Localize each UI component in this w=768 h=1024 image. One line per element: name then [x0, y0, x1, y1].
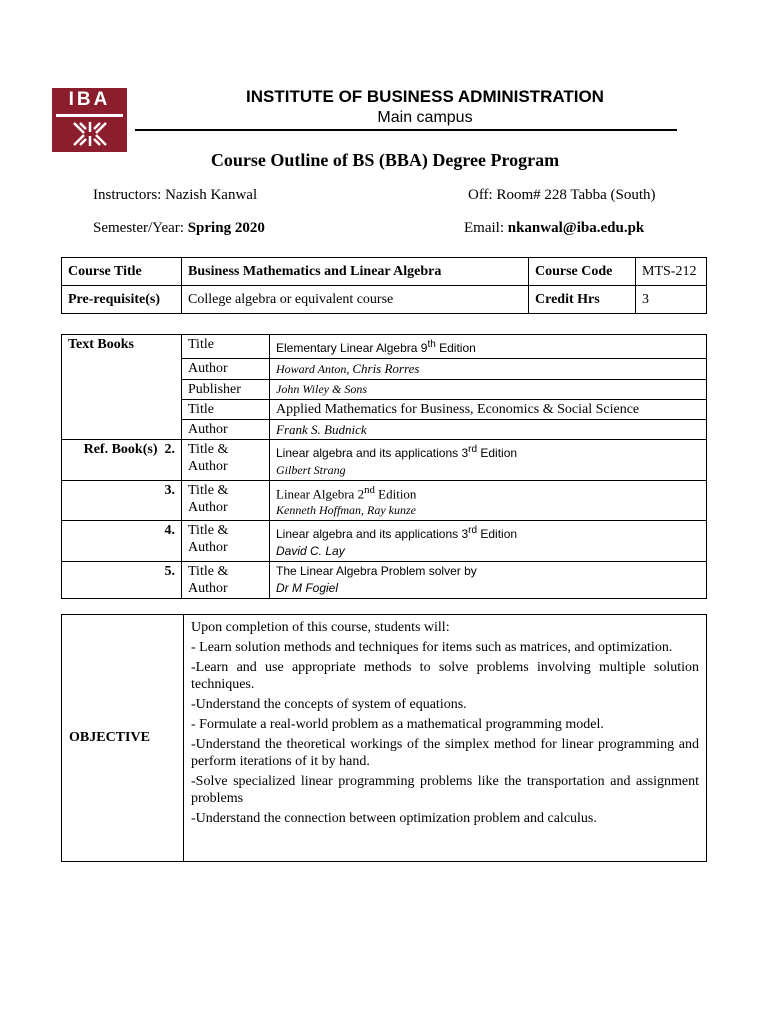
tb2-author-label: Author: [182, 420, 270, 440]
tb1-author: Howard Anton, Chris Rorres: [270, 359, 707, 380]
table-row: [62, 335, 707, 359]
list-item: -Understand the connection between optimization problem and calculus.: [191, 811, 597, 826]
ref2-book: Linear algebra and its applications 3rd Edition Gilbert Strang: [270, 440, 707, 481]
course-table: [61, 257, 707, 314]
ref5-num: 5.: [62, 562, 182, 599]
document-title: Course Outline of BS (BBA) Degree Program: [210, 150, 560, 170]
ref3-title-author-label: Title & Author: [182, 481, 270, 521]
tb1-title: Elementary Linear Algebra 9th Edition: [270, 335, 707, 359]
iba-logo: [52, 88, 127, 152]
objective-intro: Upon completion of this course, students will:: [191, 620, 450, 635]
objective-content: [184, 615, 707, 862]
tb2-title-label: Title: [182, 400, 270, 420]
ref5-book: The Linear Algebra Problem solver by Dr M Fogiel: [270, 562, 707, 599]
objective-table: [61, 614, 707, 862]
office: Off: Room# 228 Tabba (South): [468, 187, 656, 203]
semester-value: Spring 2020: [187, 220, 265, 236]
list-item: -Learn and use appropriate methods to solve problems involving multiple solution techniques.: [191, 660, 699, 692]
institute-name: INSTITUTE OF BUSINESS ADMINISTRATION: [246, 87, 604, 106]
table-row: [62, 562, 707, 599]
ref5-title-author-label: Title & Author: [182, 562, 270, 599]
list-item: -Understand the theoretical workings of the simplex method for linear programming and perform iterations of it by hand.: [191, 737, 699, 769]
list-item: - Formulate a real-world problem as a mathematical programming model.: [191, 717, 604, 732]
course-title-value: Business Mathematics and Linear Algebra: [182, 258, 529, 286]
table-row: [62, 258, 707, 286]
course-title-label: Course Title: [62, 258, 182, 286]
text-books-label: Text Books: [62, 335, 182, 440]
email: [464, 220, 644, 237]
email-value[interactable]: nkanwal@iba.edu.pk: [507, 220, 645, 236]
ref2-title-author-label: Title & Author: [182, 440, 270, 481]
logo-text: IBA: [68, 89, 111, 110]
ref3-num: 3.: [62, 481, 182, 521]
campus-name: Main campus: [377, 109, 473, 126]
tb1-publisher-label: Publisher: [182, 380, 270, 400]
table-row: [62, 286, 707, 314]
list-item: -Solve specialized linear programming problems like the transportation and assignment problems: [191, 774, 699, 806]
list-item: -Understand the concepts of system of equations.: [191, 697, 467, 712]
table-row: [62, 481, 707, 521]
ref4-title-author-label: Title & Author: [182, 521, 270, 562]
logo-divider: [56, 114, 123, 117]
tb1-title-label: Title: [182, 335, 270, 359]
tb2-author: Frank S. Budnick: [270, 420, 707, 440]
ref3-book: Linear Algebra 2nd Edition Kenneth Hoffman, Ray kunze: [270, 481, 707, 521]
table-row: [62, 615, 707, 862]
ref4-book: Linear algebra and its applications 3rd Edition David C. Lay: [270, 521, 707, 562]
logo-emblem-icon: [70, 121, 110, 147]
credit-label: Credit Hrs: [529, 286, 636, 314]
ref2-label: Ref. Book(s) 2.: [62, 440, 182, 481]
list-item: - Learn solution methods and techniques for items such as matrices, and optimization.: [191, 640, 673, 655]
table-row: [62, 440, 707, 481]
table-row: [62, 521, 707, 562]
course-code-label: Course Code: [529, 258, 636, 286]
tb1-author-label: Author: [182, 359, 270, 380]
credit-value: 3: [636, 286, 707, 314]
course-code-value: MTS-212: [636, 258, 707, 286]
tb1-publisher: John Wiley & Sons: [270, 380, 707, 400]
semester-label: Semester/Year:: [93, 220, 188, 236]
header-rule: [135, 129, 677, 131]
instructors: Instructors: Nazish Kanwal: [93, 187, 258, 203]
objective-label: OBJECTIVE: [62, 615, 184, 862]
email-label: Email:: [464, 220, 508, 236]
objective-list: [191, 639, 699, 827]
prereq-value: College algebra or equivalent course: [182, 286, 529, 314]
semester: [93, 220, 265, 237]
tb2-title: Applied Mathematics for Business, Economics & Social Science: [270, 400, 707, 420]
prereq-label: Pre-requisite(s): [62, 286, 182, 314]
books-table: [61, 334, 707, 599]
ref4-num: 4.: [62, 521, 182, 562]
